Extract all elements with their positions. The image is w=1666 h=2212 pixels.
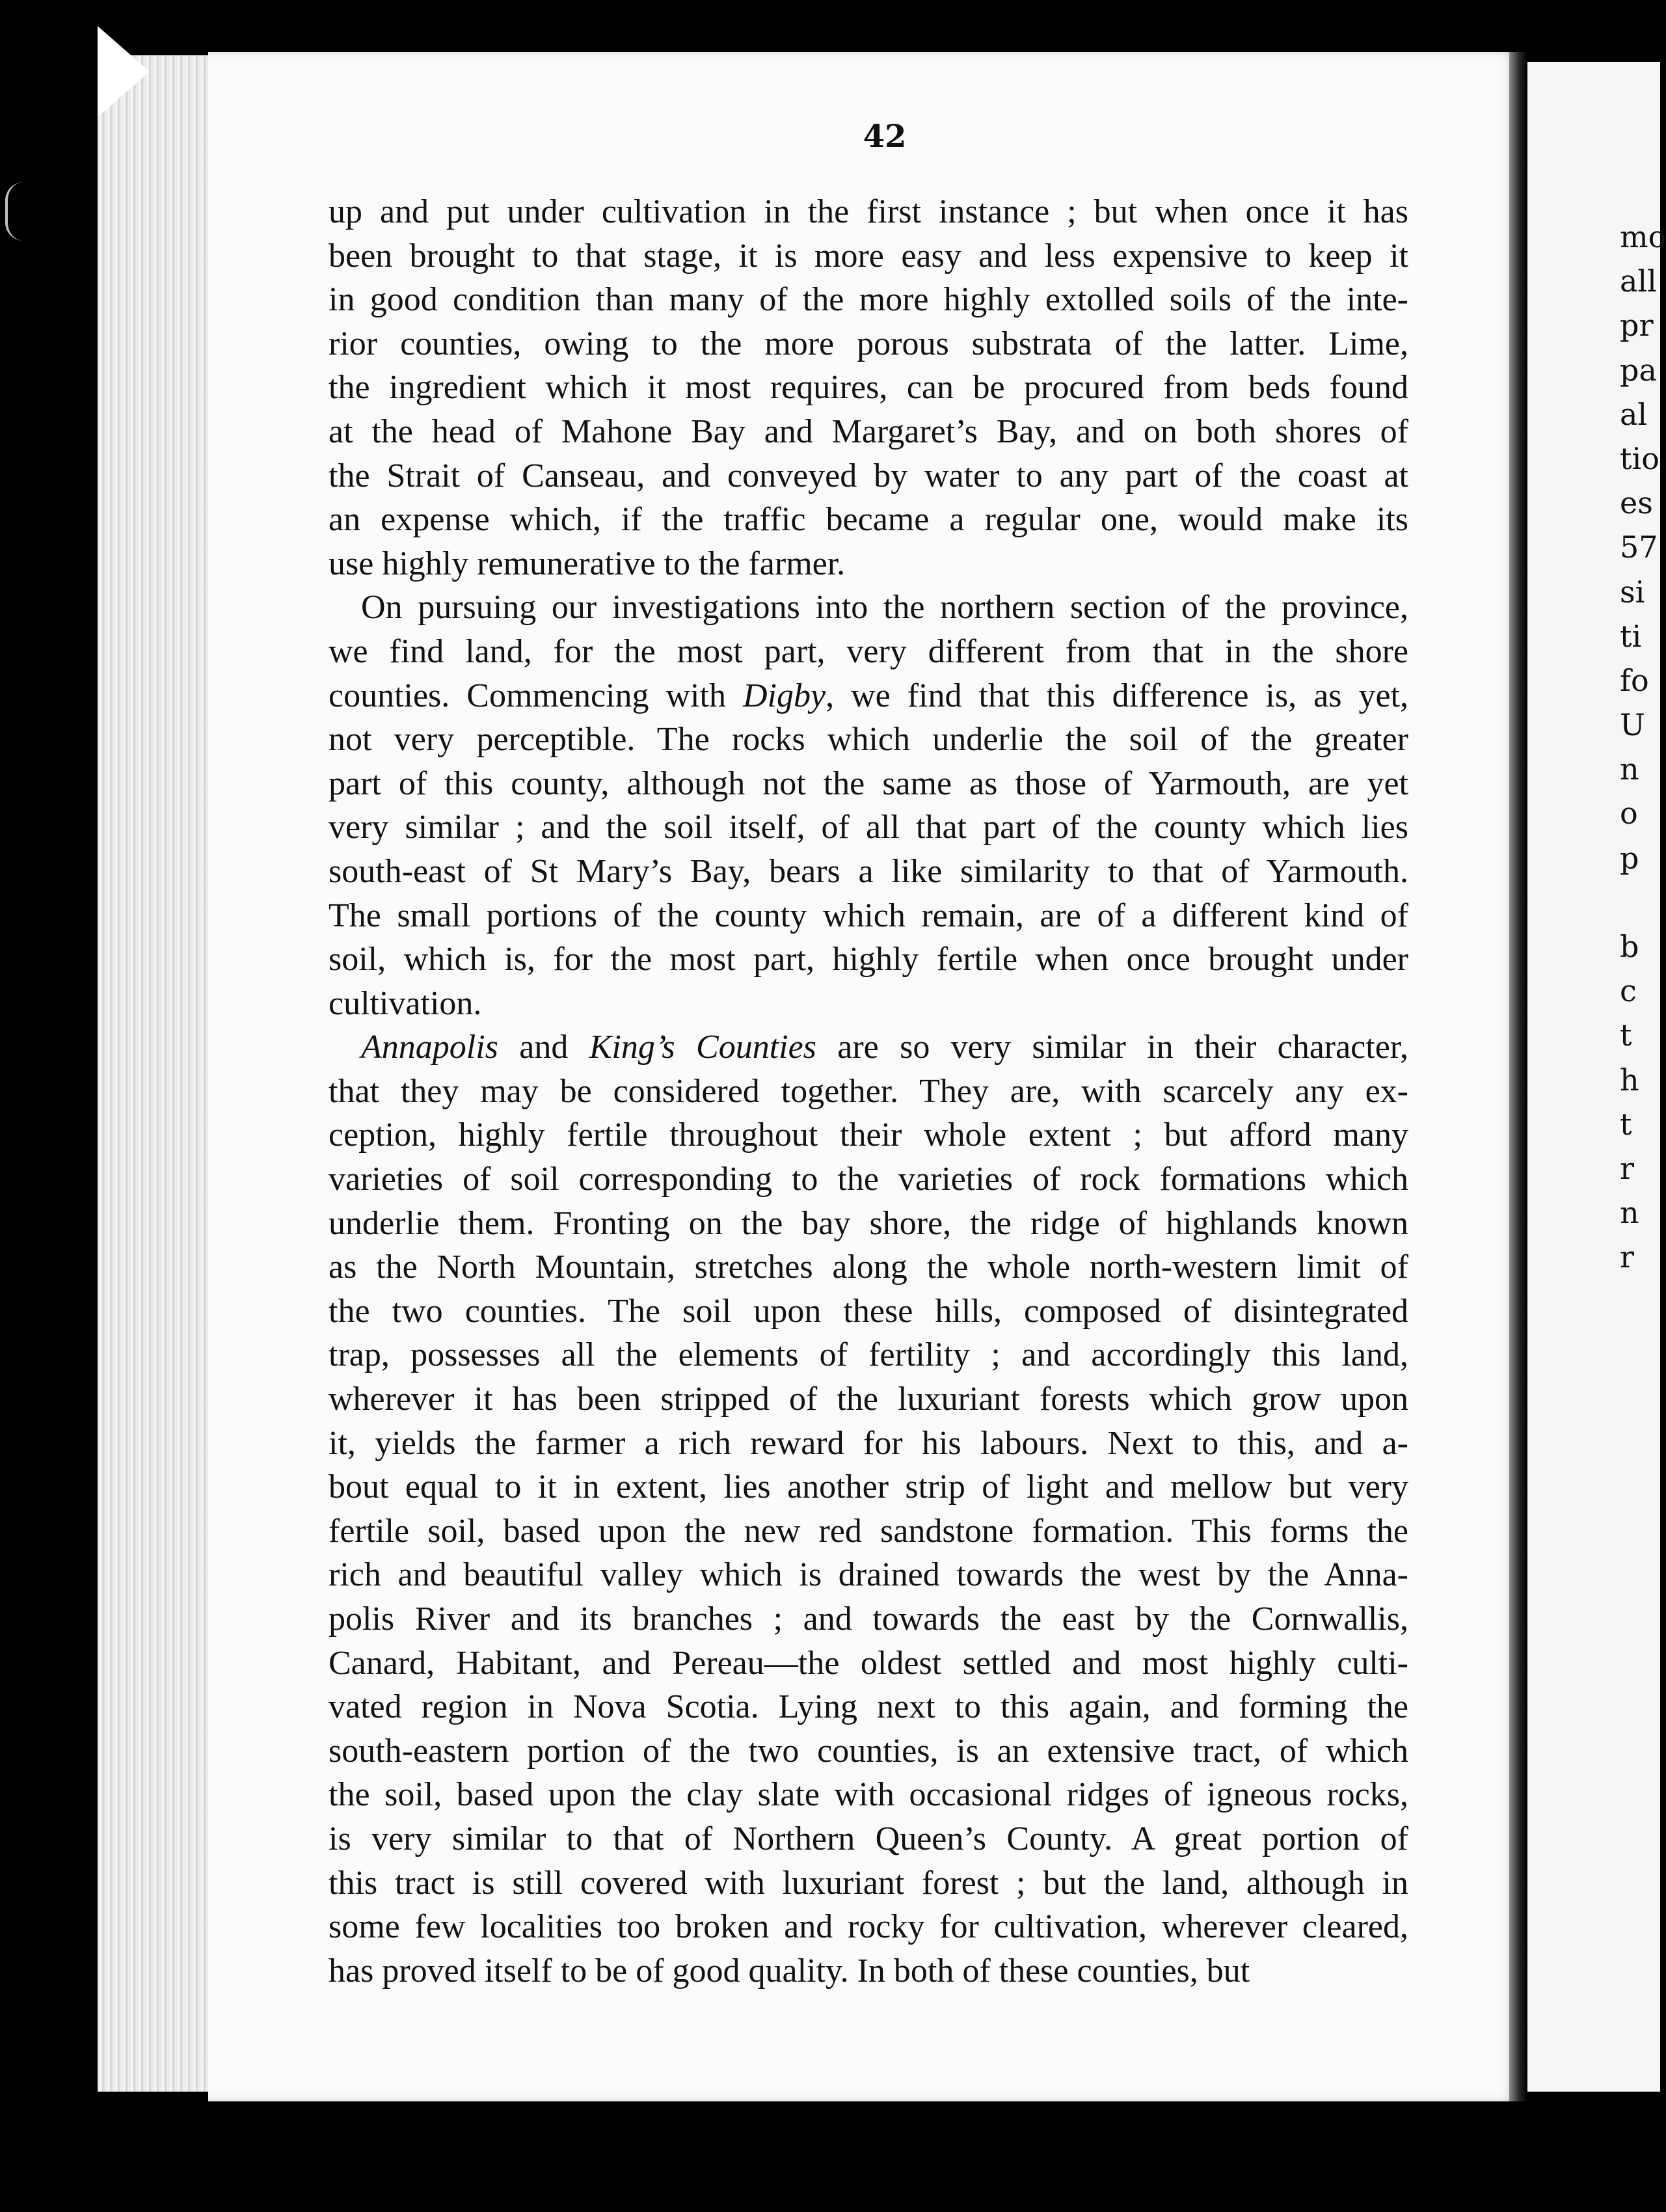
facing-text-fragment	[1620, 880, 1660, 924]
facing-text-fragment: c	[1620, 973, 1637, 1009]
facing-text-fragment: pa	[1620, 352, 1657, 388]
facing-text-fragment: 57	[1620, 530, 1658, 565]
text-line: that they may be considered together. They are, with scarcely any ex-	[329, 1072, 1408, 1110]
facing-text-fragment: n	[1620, 751, 1639, 787]
book-gutter	[1509, 52, 1527, 2101]
text-line: Annapolis and King’s Counties are so very similar in their character,	[361, 1029, 1409, 1066]
facing-text-fragment: pr	[1620, 308, 1654, 344]
text-line: is very similar to that of Northern Queen’s County. A great portion of	[329, 1820, 1408, 1857]
text-line: the soil, based upon the clay slate with occasional ridges of igneous rocks,	[329, 1776, 1408, 1814]
text-line: the two counties. The soil upon these hills, composed of disintegrated	[329, 1292, 1408, 1330]
margin-mark	[5, 182, 23, 241]
facing-text-fragment: fo	[1620, 662, 1649, 698]
page-number: 42	[863, 118, 907, 155]
text-line: in good condition than many of the more highly extolled soils of the inte-	[329, 281, 1408, 319]
text-line: up and put under cultivation in the first instance ; but when once it has	[329, 193, 1408, 230]
text-line: an expense which, if the traffic became a regular one, would make its	[329, 501, 1408, 539]
text-line: Canard, Habitant, and Pereau—the oldest settled and most highly culti-	[329, 1644, 1408, 1682]
text-line: polis River and its branches ; and towards the east by the Cornwallis,	[329, 1600, 1408, 1638]
facing-text-fragment: mo	[1620, 219, 1666, 254]
text-line: has proved itself to be of good quality. In both of these counties, but	[329, 1952, 1250, 1989]
facing-text-fragment: si	[1620, 574, 1645, 610]
text-line: not very perceptible. The rocks which underlie the soil of the greater	[329, 721, 1408, 759]
facing-text-fragment: tio	[1620, 440, 1659, 476]
facing-text-fragment: r	[1620, 1239, 1634, 1275]
text-line: underlie them. Fronting on the bay shore, the ridge of highlands known	[329, 1204, 1408, 1242]
facing-text-fragment: p	[1620, 840, 1639, 876]
facing-text-fragment: o	[1620, 796, 1638, 831]
facing-text-fragment: t	[1620, 1018, 1632, 1053]
text-line: the ingredient which it most requires, can be procured from beds found	[329, 369, 1408, 407]
text-line: cultivation.	[329, 984, 482, 1022]
facing-text-fragment: all	[1620, 263, 1657, 299]
text-line: south-east of St Mary’s Bay, bears a like similarity to that of Yarmouth.	[329, 852, 1408, 890]
paragraph	[329, 586, 1408, 1025]
text-line: the Strait of Canseau, and conveyed by water to any part of the coast at	[329, 457, 1408, 494]
text-line: bout equal to it in extent, lies another strip of light and mellow but very	[329, 1468, 1408, 1506]
text-line: use highly remunerative to the farmer.	[329, 545, 846, 582]
facing-text-fragment: U	[1620, 707, 1645, 743]
facing-text-fragment: h	[1620, 1062, 1639, 1098]
facing-text-fragment: b	[1620, 929, 1639, 964]
text-line: rior counties, owing to the more porous substrata of the latter. Lime,	[329, 325, 1408, 362]
text-line: On pursuing our investigations into the northern section of the province,	[361, 589, 1408, 627]
text-line: at the head of Mahone Bay and Margaret’s Bay, and on both shores of	[329, 412, 1408, 450]
facing-text-fragment: ti	[1620, 618, 1642, 654]
text-line: very similar ; and the soil itself, of all that part of the county which lies	[329, 809, 1408, 846]
text-line: varieties of soil corresponding to the varieties of rock formations which	[329, 1161, 1408, 1198]
facing-text-fragment: al	[1620, 396, 1648, 432]
facing-page-text-fragments	[1620, 215, 1666, 1280]
facing-text-fragment: t	[1620, 1106, 1632, 1142]
text-line: south-eastern portion of the two counties, is an extensive tract, of which	[329, 1732, 1408, 1770]
page-corner	[98, 26, 150, 117]
text-line: The small portions of the county which remain, are of a different kind of	[329, 897, 1408, 934]
text-line: we find land, for the most part, very different from that in the shore	[329, 632, 1408, 670]
text-line: this tract is still covered with luxuriant forest ; but the land, although in	[329, 1864, 1408, 1902]
facing-text-fragment: n	[1620, 1195, 1639, 1231]
text-line: ception, highly fertile throughout their whole extent ; but afford many	[329, 1116, 1408, 1154]
text-line: been brought to that stage, it is more easy and less expensive to keep it	[329, 237, 1408, 275]
text-line: it, yields the farmer a rich reward for his labours. Next to this, and a-	[329, 1424, 1408, 1462]
facing-text-fragment: es	[1620, 485, 1653, 521]
paragraph	[329, 190, 1408, 586]
page-body-text	[329, 190, 1408, 1993]
text-line: wherever it has been stripped of the luxuriant forests which grow upon	[329, 1381, 1408, 1418]
text-line: vated region in Nova Scotia. Lying next to this again, and forming the	[329, 1688, 1408, 1726]
facing-text-fragment: r	[1620, 1150, 1634, 1186]
text-line: rich and beautiful valley which is drained towards the west by the Anna-	[329, 1556, 1408, 1594]
text-line: some few localities too broken and rocky for cultivation, wherever cleared,	[329, 1908, 1408, 1946]
text-line: soil, which is, for the most part, highly fertile when once brought under	[329, 941, 1408, 978]
text-line: counties. Commencing with Digby, we find that this difference is, as yet,	[329, 677, 1408, 714]
page-edges	[98, 55, 211, 2092]
text-line: part of this county, although not the same as those of Yarmouth, are yet	[329, 764, 1408, 802]
text-line: as the North Mountain, stretches along the whole north-western limit of	[329, 1248, 1408, 1286]
text-line: fertile soil, based upon the new red sandstone formation. This forms the	[329, 1512, 1408, 1550]
text-line: trap, possesses all the elements of fertility ; and accordingly this land,	[329, 1336, 1408, 1374]
paragraph	[329, 1025, 1408, 1993]
